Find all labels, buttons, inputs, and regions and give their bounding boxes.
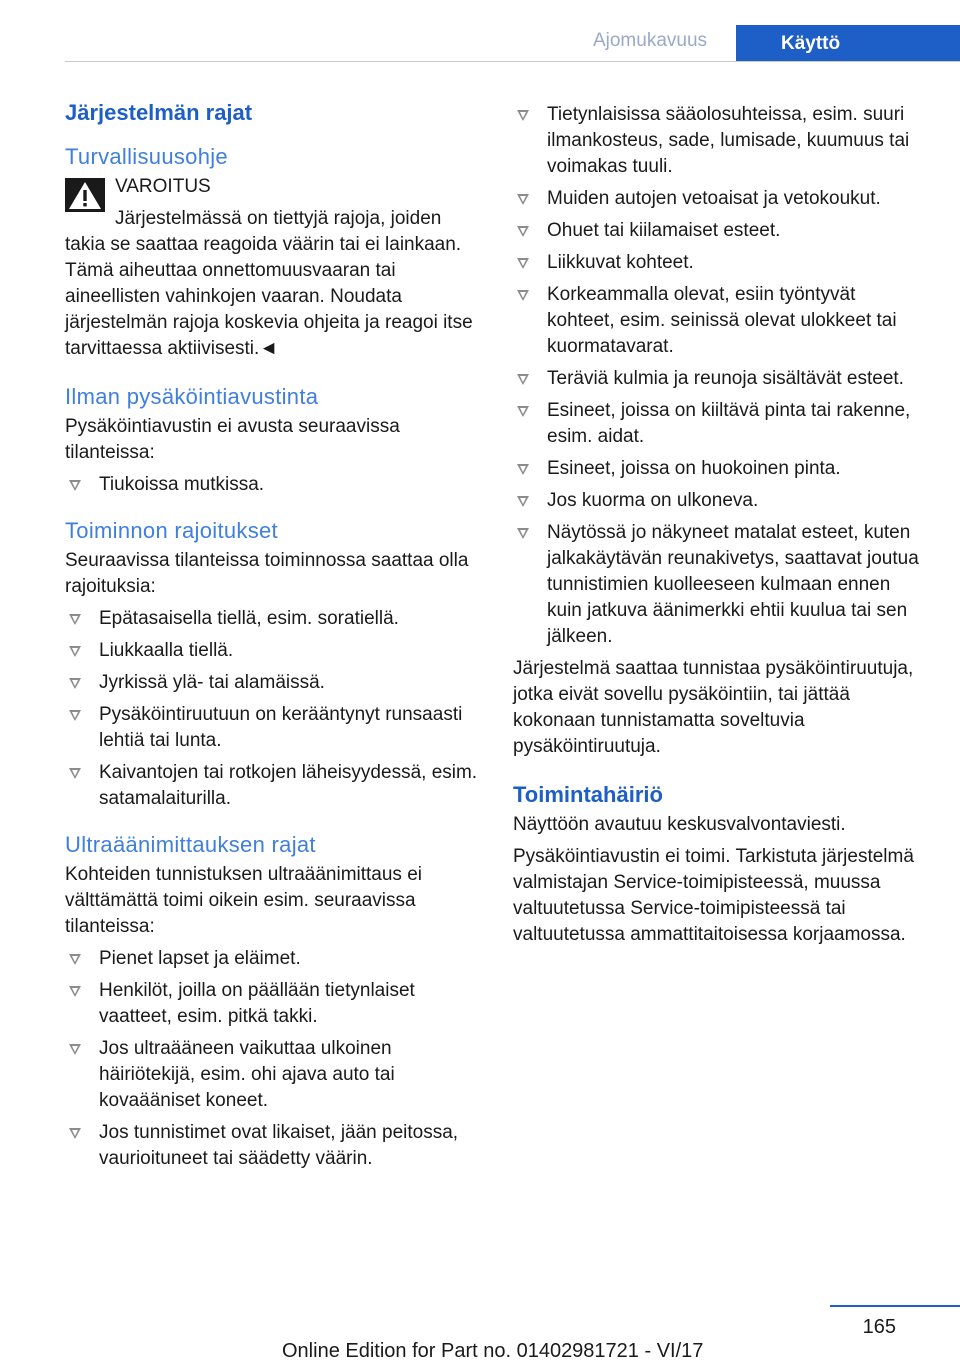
bullet-triangle-icon (517, 258, 529, 269)
no-assist-list (65, 472, 480, 498)
list-item: Epätasaisella tiellä, esim. soratiellä. (65, 606, 480, 632)
bullet-triangle-icon (69, 646, 81, 657)
bullet-triangle-icon (517, 194, 529, 205)
footer-rule (830, 1305, 960, 1307)
bullet-triangle-icon (69, 954, 81, 965)
bullet-triangle-icon (517, 464, 529, 475)
list-item: Esineet, joissa on huokoinen pinta. (513, 456, 928, 482)
list-item: Muiden autojen vetoaisat ja vetokoukut. (513, 186, 928, 212)
list-item: Jos kuorma on ulkoneva. (513, 488, 928, 514)
warning-block (65, 174, 480, 362)
safety-heading: Turvallisuusohje (65, 144, 228, 169)
list-item: Näytössä jo näkyneet matalat esteet, kuten jalkakäytävän reunakivetys, saattavat joutua tunnistimien kuolleeseen kulmaan ennen kuin jatkuva äänimerkki ehtii kuulua tai sen jälkeen. (513, 520, 928, 650)
list-item: Liikkuvat kohteet. (513, 250, 928, 276)
list-item: Liukkaalla tiellä. (65, 638, 480, 664)
no-assist-intro: Pysäköintiavustin ei avusta seuraavissa tilanteissa: (65, 416, 400, 463)
bullet-triangle-icon (69, 710, 81, 721)
bullet-triangle-icon (69, 1128, 81, 1139)
fault-paragraph-1: Näyttöön avautuu keskusvalvontaviesti. (513, 814, 846, 835)
list-item: Korkeammalla olevat, esiin työntyvät kohteet, esim. seinissä olevat ulokkeet tai kuormatavarat. (513, 282, 928, 360)
no-assist-heading: Ilman pysäköintiavustinta (65, 384, 319, 409)
bullet-triangle-icon (69, 986, 81, 997)
limits-list (65, 606, 480, 812)
warning-text-rest: takia se saattaa reagoida väärin tai ei lainkaan. Tämä aiheuttaa onnettomuusvaaran tai aineellisten vahinkojen vaaran. Noudata järjestelmän rajoja koskevia ohjeita ja reagoi itse tarvittaessa aktiivisesti.◄ (65, 234, 473, 359)
limits-heading: Toiminnon rajoitukset (65, 518, 278, 543)
list-item: Tiukoissa mutkissa. (65, 472, 480, 498)
list-item: Henkilöt, joilla on päällään tietynlaiset vaatteet, esim. pitkä takki. (65, 978, 480, 1030)
header-chapter-tab: Käyttö (736, 25, 960, 62)
page-number: 165 (862, 1316, 896, 1338)
list-item: Kaivantojen tai rotkojen läheisyydessä, esim. satamalaiturilla. (65, 760, 480, 812)
bullet-triangle-icon (517, 110, 529, 121)
list-item: Pysäköintiruutuun on kerääntynyt runsaasti lehtiä tai lunta. (65, 702, 480, 754)
conditions-list (513, 102, 928, 650)
bullet-triangle-icon (517, 374, 529, 385)
bullet-triangle-icon (69, 768, 81, 779)
warning-text-first: Järjestelmässä on tiettyjä rajoja, joiden (115, 208, 442, 229)
bullet-triangle-icon (69, 614, 81, 625)
warning-icon (65, 178, 105, 212)
list-item: Jos tunnistimet ovat likaiset, jään peitossa, vaurioituneet tai säädetty väärin. (65, 1120, 480, 1172)
bullet-triangle-icon (517, 528, 529, 539)
ultrasound-intro: Kohteiden tunnistuksen ultraäänimittaus ei välttämättä toimi oikein esim. seuraavissa tilanteissa: (65, 864, 423, 937)
list-item: Jyrkissä ylä- tai alamäissä. (65, 670, 480, 696)
bullet-triangle-icon (69, 1044, 81, 1055)
bullet-triangle-icon (69, 480, 81, 491)
after-list-paragraph: Järjestelmä saattaa tunnistaa pysäköintiruutuja, jotka eivät sovellu pysäköintiin, tai jättää kokonaan tunnistamatta soveltuvia pysäköintiruutuja. (513, 658, 914, 757)
list-item: Tietynlaisissa sääolosuhteissa, esim. suuri ilmankosteus, sade, lumisade, kuumuus tai voimakas tuuli. (513, 102, 928, 180)
bullet-triangle-icon (517, 496, 529, 507)
ultrasound-heading: Ultraäänimittauksen rajat (65, 832, 316, 857)
bullet-triangle-icon (517, 226, 529, 237)
fault-paragraph-2: Pysäköintiavustin ei toimi. Tarkistuta järjestelmä valmistajan Service-toimipisteessä, muussa valtuutetussa Service-toimipisteessä tai valtuutetussa ammattitaitoisessa korjaamossa. (513, 846, 914, 945)
right-column (513, 96, 928, 954)
section-title: Järjestelmän rajat (65, 100, 253, 125)
bullet-triangle-icon (517, 290, 529, 301)
limits-intro: Seuraavissa tilanteissa toiminnossa saattaa olla rajoituksia: (65, 550, 469, 597)
list-item: Teräviä kulmia ja reunoja sisältävät esteet. (513, 366, 928, 392)
ultrasound-list (65, 946, 480, 1172)
list-item: Esineet, joissa on kiiltävä pinta tai rakenne, esim. aidat. (513, 398, 928, 450)
list-item: Ohuet tai kiilamaiset esteet. (513, 218, 928, 244)
list-item: Pienet lapset ja eläimet. (65, 946, 480, 972)
header-rule (65, 61, 960, 62)
left-column (65, 96, 480, 1178)
page-header (0, 25, 960, 63)
fault-heading: Toimintahäiriö (513, 782, 663, 807)
bullet-triangle-icon (69, 678, 81, 689)
header-section-label: Ajomukavuus (592, 30, 708, 51)
bullet-triangle-icon (517, 406, 529, 417)
edition-line: Online Edition for Part no. 01402981721 - VI/17 (282, 1340, 704, 1362)
warning-label: VAROITUS (115, 176, 211, 197)
list-item: Jos ultraääneen vaikuttaa ulkoinen häiriötekijä, esim. ohi ajava auto tai kovaääniset koneet. (65, 1036, 480, 1114)
